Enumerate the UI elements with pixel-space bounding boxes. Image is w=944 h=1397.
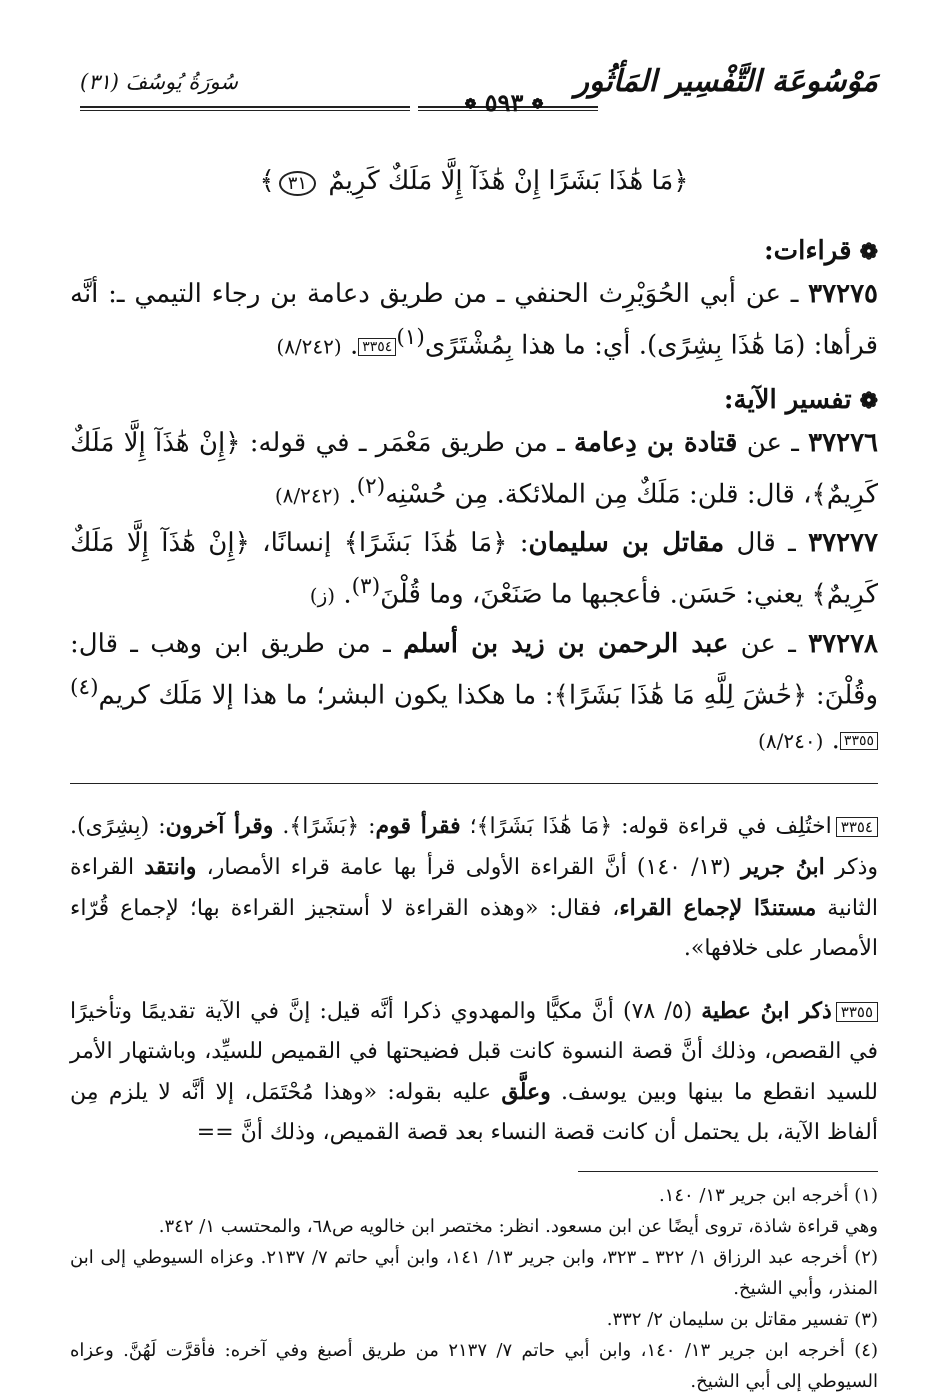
- narration: ٣٧٢٧٥ ـ عن أبي الحُوَيْرِث الحنفي ـ من طريق دعامة بن رجاء التيمي ـ: أنَّه قرأها: (مَا هَٰذَا بِشِرًى). أي: ما هذا بِمُشْتَرًى$^{(١)}$٣٣٥٤. (٨/٢٤٢): [70, 279, 878, 361]
- footnote: (١) أخرجه ابن جرير ١٣/ ١٤٠.: [658, 1184, 878, 1206]
- narration-number: ٣٧٢٧٧: [808, 528, 878, 559]
- annotation-bold: فقرأ قوم: [375, 812, 461, 839]
- ayah-verse: [70, 166, 878, 196]
- page-number-block: [410, 88, 598, 117]
- footnote-marker: (٤): [70, 674, 99, 700]
- narration: ٣٧٢٧٨ ـ عن عبد الرحمن بن زيد بن أسلم ـ من طريق ابن وهب ـ قال: وقُلْنَ: ﴿حَٰشَ لِلَّهِ مَا هَٰذَا بَشَرًا﴾: ما هكذا يكون البشر؛ ما هذا إلا مَلَك كريم$^{(٤)}$٣٣٥٥. (٨/٢٤٠): [70, 628, 878, 755]
- ornament-icon: ❁: [531, 96, 544, 113]
- annotation-bold: وقرأ آخرون: [165, 812, 274, 839]
- narration-text: ـ قال: [724, 528, 809, 559]
- annotation-text: ، فقال: «وهذه القراءة لا أستجيز القراءة بها؛ لإجماع قُرّاء الأمصار على خلافها».: [70, 895, 878, 961]
- section-heading-qiraat: [70, 236, 878, 266]
- annotation-reference: ٣٣٥٤: [358, 338, 396, 356]
- narration-number: ٣٧٢٧٦: [808, 427, 878, 458]
- narration-text: : ﴿مَا هَٰذَا بَشَرًا﴾ إنسانًا، ﴿إِنْ هَٰذَآ إِلَّا مَلَكٌ كَرِيمٌ﴾ يعني: حَسَن. فأعجبها ما صَنَعْنَ، وما قُلْنَ: [70, 528, 878, 610]
- ornament-icon: ❁: [464, 96, 477, 113]
- annotation-text: القراءة الثانية: [70, 854, 879, 921]
- flower-icon: ❁: [859, 239, 878, 265]
- footnote-marker: (٣): [351, 574, 381, 600]
- footnote: وهي قراءة شاذة، تروى أيضًا عن ابن مسعود. انظر: مختصر ابن خالويه ص٦٨، والمحتسب ١/ ٣٤٢.: [158, 1215, 878, 1237]
- narration-text: ـ عن: [728, 628, 809, 659]
- annotation: [70, 991, 878, 1153]
- narration: ٣٧٢٧٦ ـ عن قتادة بن دِعامة ـ من طريق مَعْمَر ـ في قوله: ﴿إِنْ هَٰذَآ إِلَّا مَلَكٌ كَرِيمٌ﴾، قال: قلن: مَلَكٌ مِن الملائكة. مِن حُسْنِه$^{(٢)}$. (٨/٢٤٢): [70, 427, 878, 510]
- narration: ٣٧٢٧٧ ـ قال مقاتل بن سليمان: ﴿مَا هَٰذَا بَشَرًا﴾ إنسانًا، ﴿إِنْ هَٰذَآ إِلَّا مَلَكٌ كَرِيمٌ﴾ يعني: حَسَن. فأعجبها ما صَنَعْنَ، وما قُلْنَ$^{(٣)}$. (ز): [70, 528, 878, 610]
- narration-text: ـ من طريق مَعْمَر ـ في قوله: ﴿إِنْ هَٰذَآ إِلَّا مَلَكٌ كَرِيمٌ﴾، قال: قلن: مَلَكٌ مِن الملائكة. مِن حُسْنِه: [70, 427, 878, 510]
- narration-text: ـ عن: [737, 427, 809, 458]
- narrator-name: مقاتل بن سليمان: [528, 528, 725, 559]
- ayah-number: ٣١: [279, 171, 316, 196]
- ayah-close: ﴾: [259, 166, 275, 196]
- narrator-name: عبد الرحمن بن زيد بن أسلم: [403, 628, 729, 659]
- heading-text: تفسير الآية:: [723, 384, 852, 415]
- footnote: (٤) أخرجه ابن جرير ١٣/ ١٤٠، وابن أبي حاتم ٧/ ٢١٣٧ من طريق أصبغ وفي آخره: فأقرَّت لَهُنَّ. وعزاه السيوطي إلى أبي الشيخ.: [70, 1339, 878, 1392]
- annotation-bold: ذكر ابنُ عطية: [701, 997, 832, 1024]
- page-number: ٥٩٣: [484, 88, 524, 117]
- surah-label: سُورَةُ يُوسُفَ (٣١): [80, 70, 238, 94]
- annotation-text: : ﴿بَشَرًا﴾.: [273, 813, 376, 839]
- annotation-separator: [70, 783, 878, 784]
- heading-text: قراءات:: [764, 236, 852, 266]
- ayah-text: ﴿مَا هَٰذَا بَشَرًا إِنْ هَٰذَآ إِلَّا مَلَكٌ كَرِيمٌ: [328, 166, 689, 196]
- narration-number: ٣٧٢٧٥: [808, 279, 878, 309]
- annotation: [70, 806, 878, 969]
- annotation-reference: ٣٣٥٥: [840, 732, 878, 750]
- footnote-marker: (١): [396, 325, 425, 350]
- header-rule-left: [80, 106, 410, 108]
- narration-text: ـ عن أبي الحُوَيْرِث الحنفي ـ من طريق دعامة بن رجاء التيمي ـ: أنَّه قرأها: (مَا هَٰذَا بِشِرًى). أي: ما هذا بِمُشْتَرًى: [70, 279, 878, 361]
- volume-reference: (٨/٢٤٢): [274, 483, 341, 508]
- footnote: (٣) تفسير مقاتل بن سليمان ٢/ ٣٣٢.: [606, 1308, 878, 1330]
- section-heading-tafsir: [70, 385, 878, 415]
- annotation-bold: وعلَّق: [501, 1078, 551, 1105]
- volume-reference: (٨/٢٤٠): [758, 728, 824, 753]
- annotation-text: (٥/ ٧٨) أنَّ مكيًّا والمهدوي ذكرا أنَّه قيل: إنَّ في الآية تقديمًا وتأخيرًا في القصص، وذلك أنَّ قصة النسوة كانت قبل فضيحتها في القميص للسيِّد، وباشتهار الأمر للسيد انقطع ما بينها وبين يوسف.: [70, 998, 878, 1105]
- annotation-bold: ابنُ جرير: [740, 853, 825, 880]
- annotation-bold: مستندًا لإجماع القراء: [619, 894, 817, 921]
- narration-number: ٣٧٢٧٨: [808, 628, 878, 659]
- annotation-text: اختُلِف في قراءة قوله: ﴿مَا هَٰذَا بَشَرًا﴾؛: [460, 813, 832, 839]
- book-title: مَوْسُوعَة التَّفْسِير المَأثُور: [574, 64, 878, 99]
- annotation-number: ٣٣٥٥: [836, 1002, 878, 1022]
- annotation-text: (١٣/ ١٤٠) أنَّ القراءة الأولى قرأ بها عامة قراء الأمصار،: [196, 854, 741, 880]
- annotation-text: عليه بقوله: «وهذا مُحْتَمَل، إلا أنَّه لا يلزم مِن ألفاظ الآية، بل يحتمل أن كانت قصة النساء بعد قصة القميص، وذلك أنَّ ==: [70, 1079, 878, 1145]
- annotation-number: ٣٣٥٤: [836, 817, 878, 837]
- footnote-marker: (٢): [356, 473, 386, 499]
- annotation-bold: وانتقد: [144, 853, 197, 880]
- narrator-name: قتادة بن دِعامة: [573, 427, 738, 458]
- narration-text: ـ من طريق ابن وهب ـ قال: وقُلْنَ: ﴿حَٰشَ لِلَّهِ مَا هَٰذَا بَشَرًا﴾: ما هكذا يكون البشر؛ ما هذا إلا مَلَك كريم: [70, 628, 878, 711]
- footnote: (٢) أخرجه عبد الرزاق ١/ ٣٢٢ ـ ٣٢٣، وابن جرير ١٣/ ١٤١، وابن أبي حاتم ٧/ ٢١٣٧. وعزاه السيوطي إلى ابن المنذر، وأبي الشيخ.: [70, 1246, 878, 1299]
- flower-icon: ❁: [859, 387, 878, 414]
- footnote-separator: [578, 1171, 878, 1172]
- volume-reference: (٨/٢٤٢): [276, 334, 342, 359]
- volume-reference: (ز): [309, 583, 336, 608]
- annotation-text: : (بِشِرًى). وذكر: [70, 813, 878, 880]
- page-header: [70, 62, 878, 122]
- footnotes: [70, 1180, 878, 1397]
- page: [70, 62, 878, 1397]
